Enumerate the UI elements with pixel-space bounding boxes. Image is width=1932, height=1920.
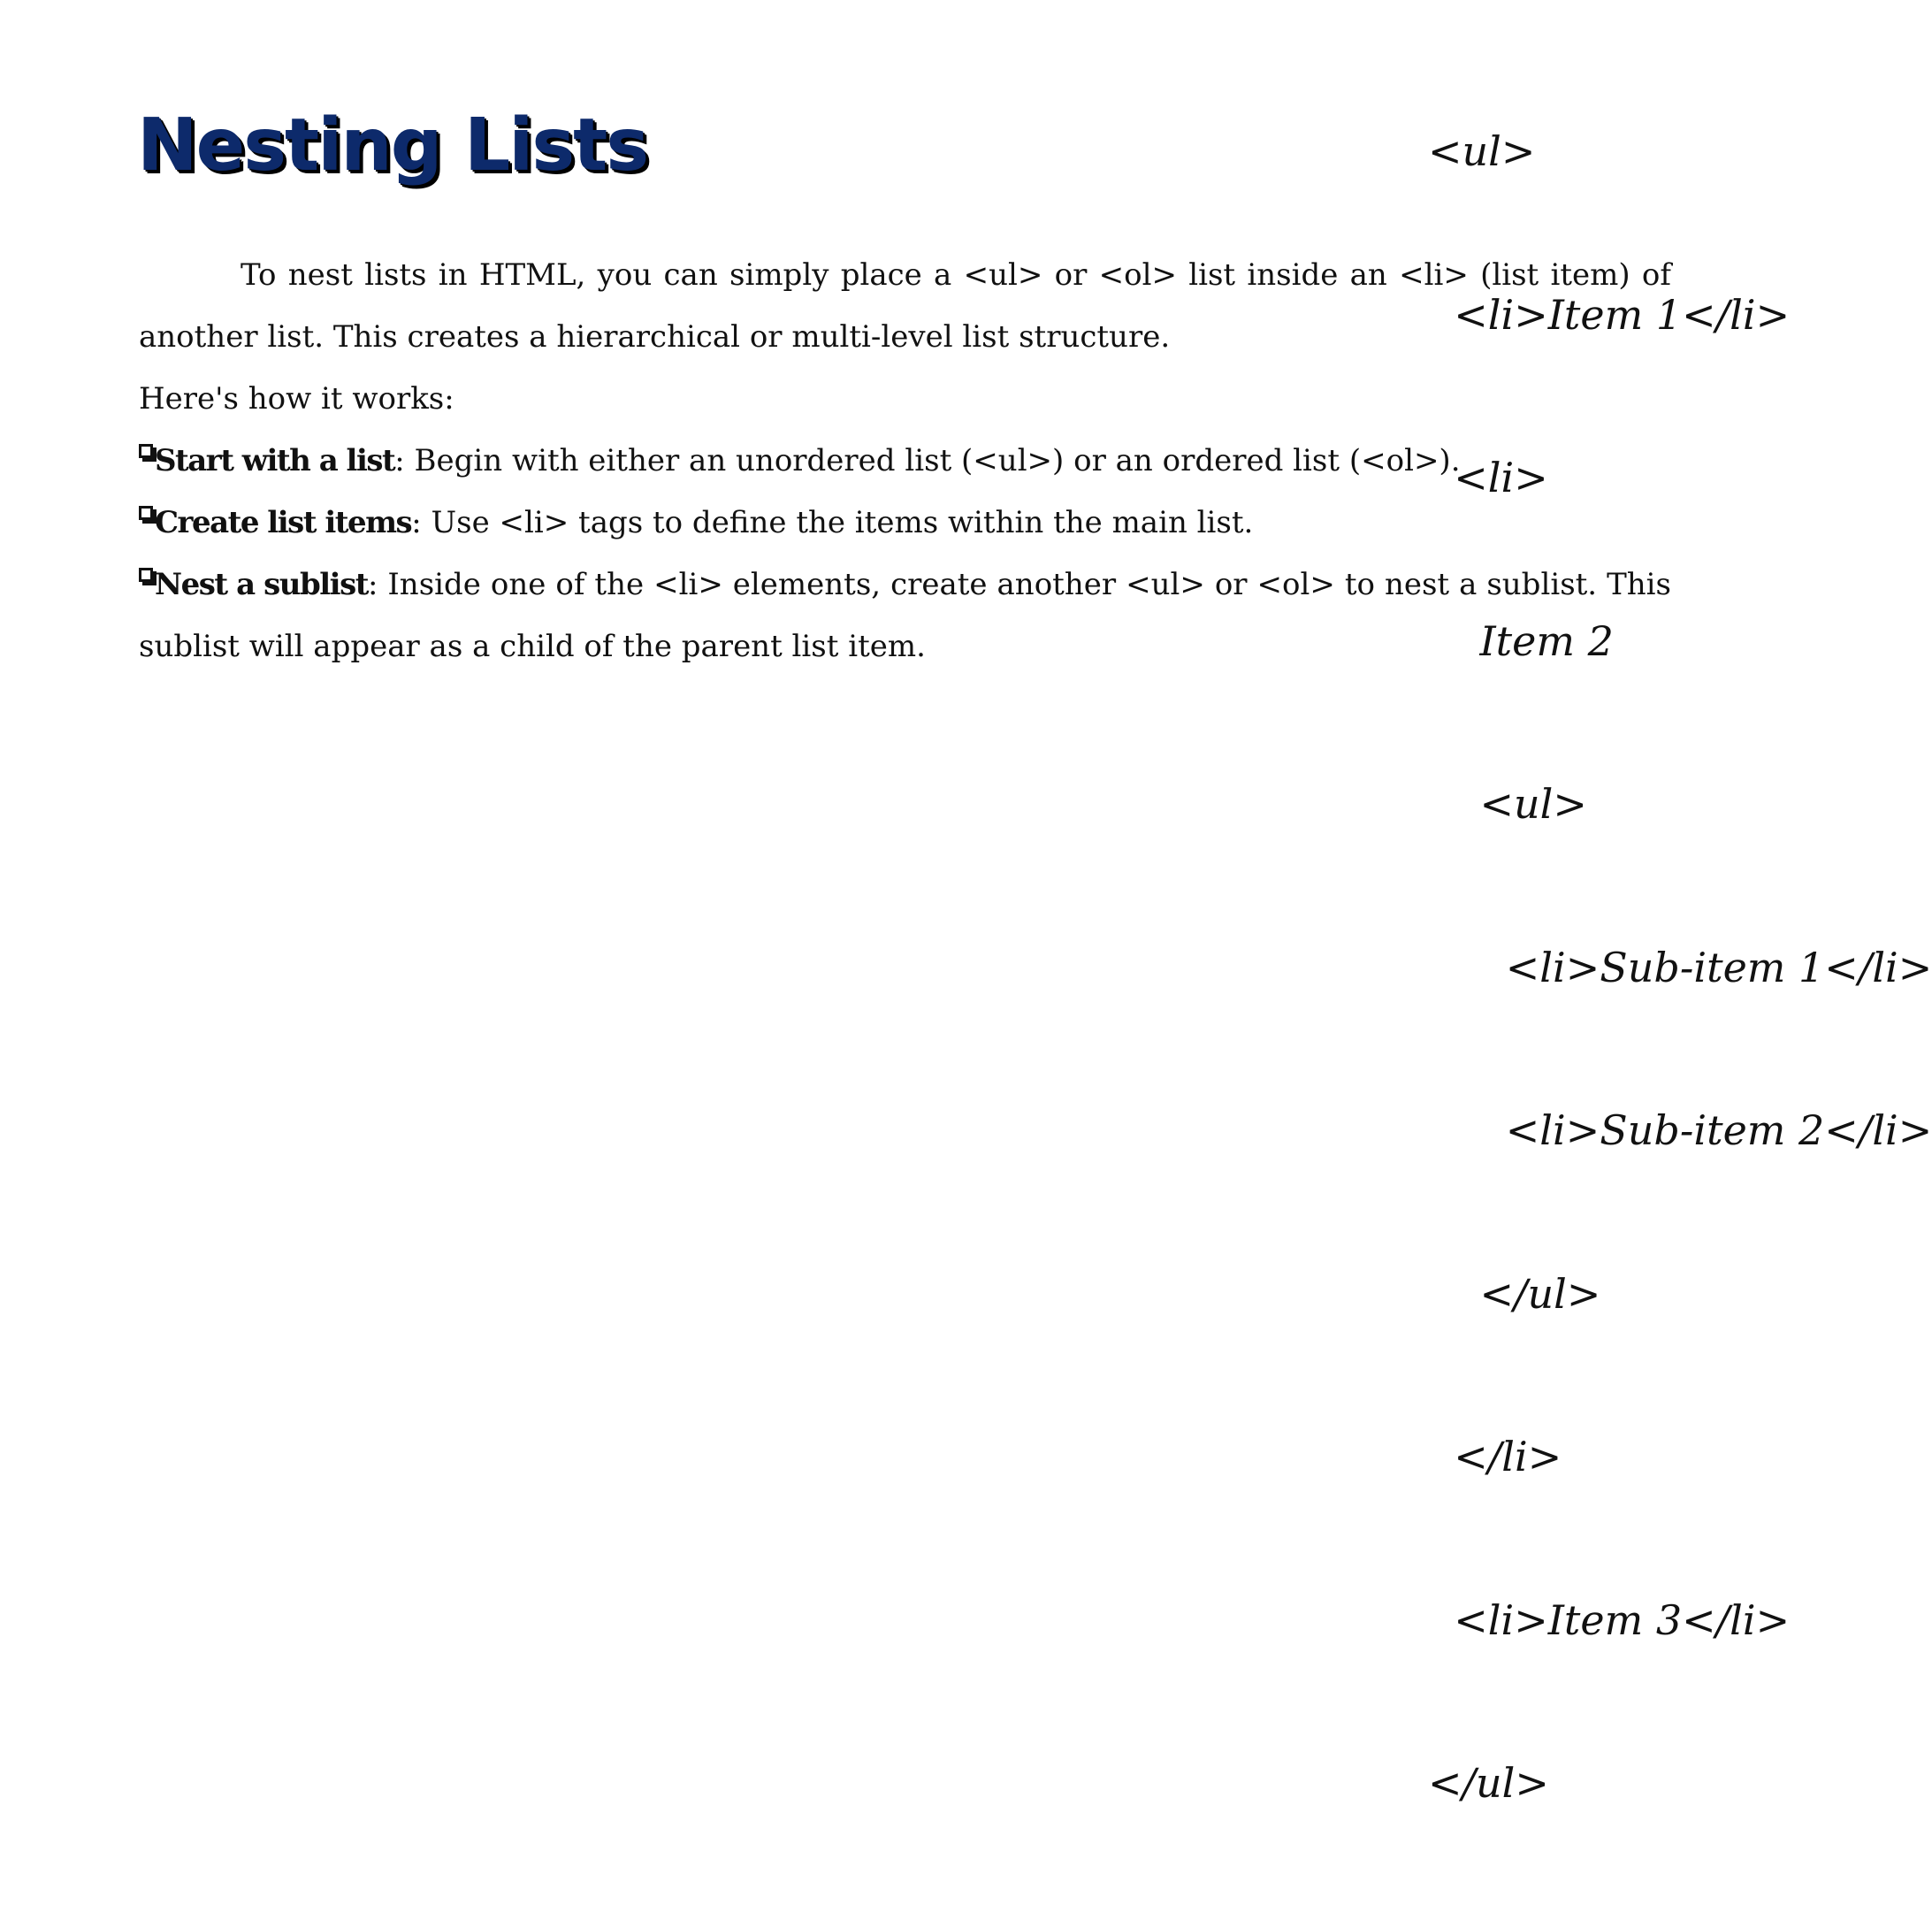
bullet-term: Start with a list	[155, 443, 395, 478]
bullet-text: : Inside one of the <li> elements, create another <ul> or <ol> to nest a sublist. This sublist will appear as a child of the parent list item.	[139, 567, 1671, 664]
checkbox-bullet-icon	[139, 506, 153, 520]
code-sample	[1428, 16, 1932, 1920]
code-line: <li>Sub-item 2</li>	[1428, 1106, 1932, 1154]
code-line: </ul>	[1428, 1759, 1549, 1807]
checkbox-bullet-icon	[139, 444, 153, 458]
code-line: </li>	[1428, 1433, 1562, 1480]
code-line: <li>Item 3</li>	[1428, 1595, 1791, 1644]
code-line: <ul>	[1428, 127, 1536, 175]
intro-paragraph: To nest lists in HTML, you can simply place a <ul> or <ol> list inside an <li> (list item) of another list. This creates a hierarchical or multi-level list structure.	[139, 257, 1671, 355]
slide-title: Nesting Lists	[137, 103, 648, 187]
lead-line: Here's how it works:	[139, 381, 454, 417]
bullet-term: Nest a sublist	[155, 567, 368, 602]
code-line: <li>Item 1</li>	[1428, 290, 1791, 339]
code-line: Item 2	[1428, 616, 1614, 665]
code-line: <ul>	[1428, 780, 1587, 828]
code-line: </ul>	[1428, 1269, 1601, 1318]
code-line: <li>	[1428, 454, 1548, 501]
code-line: <li>Sub-item 1</li>	[1428, 943, 1932, 991]
bullet-text: : Begin with either an unordered list (<ul>) or an ordered list (<ol>).	[394, 443, 1461, 478]
bullet-text: : Use <li> tags to define the items within the main list.	[411, 505, 1254, 540]
bullet-term: Create list items	[155, 505, 412, 540]
checkbox-bullet-icon	[139, 568, 153, 582]
